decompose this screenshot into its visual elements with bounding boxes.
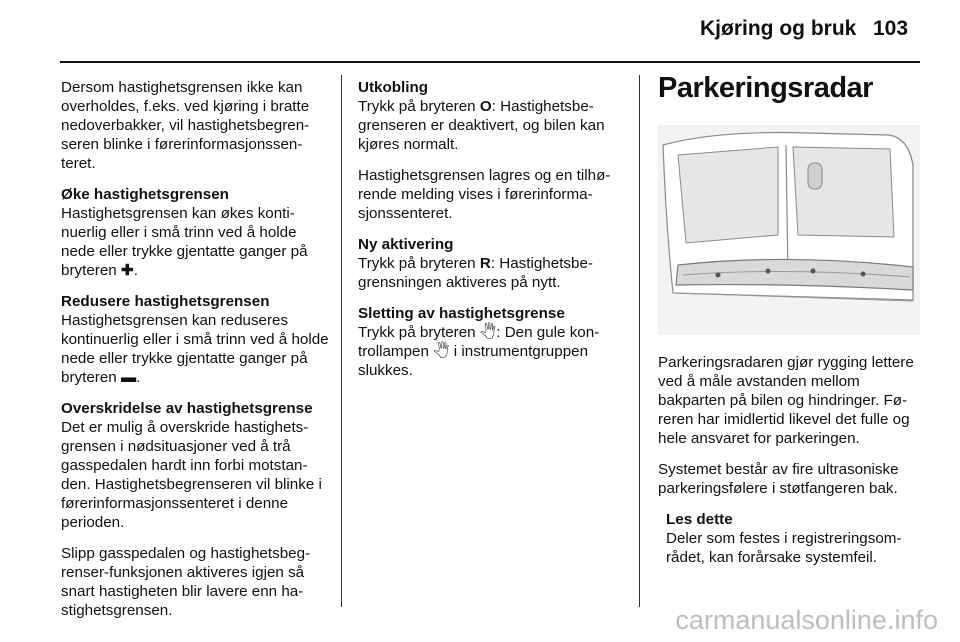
reactivate-text-post: : Hastighetsbegrensningen aktiveres på nytt. bbox=[358, 255, 593, 291]
section-exceed-limit bbox=[61, 399, 329, 532]
off-switch-icon: O bbox=[479, 98, 492, 115]
column-divider-2 bbox=[639, 75, 640, 607]
section-reduce-limit: Redusere hastighetsgrensen Hastighetsgrensen kan reduseres kontinuerlig eller i små trinn ved å holde nede eller trykke gjentatte ganger på bryteren ▬. bbox=[61, 293, 329, 386]
reduce-limit-text: Hastighetsgrensen kan reduseres kontinuerlig eller i små trinn ved å holde nede eller trykke gjentatte ganger på bryteren bbox=[61, 312, 329, 386]
van-rear-drawing bbox=[658, 125, 920, 335]
exceed-limit-text: Det er mulig å overskride hastighetsgrensen i nødsituasjoner ved å trå gasspedalen hardt inn forbi motstanden. Hastighetsbegrenseren vil blinke i førerinformasjonssenteret i denne perioden. bbox=[61, 419, 322, 531]
delete-text-post: i instrumentgruppen slukkes. bbox=[358, 343, 589, 379]
watermark: carmanualsonline.info bbox=[675, 605, 938, 635]
section-reactivate bbox=[358, 235, 630, 292]
note-text: Deler som festes i registreringsområdet, kan forårsake systemfeil. bbox=[666, 530, 902, 566]
speed-limiter-icon: 🖑 bbox=[479, 324, 497, 341]
increase-limit-text: Hastighetsgrensen kan økes kontinuerlig eller i små trinn ved å holde nede eller trykke gjentatte ganger på bryteren bbox=[61, 205, 308, 279]
plus-icon: ✚ bbox=[120, 262, 134, 279]
heading-exceed-limit: Overskridelse av hastighetsgrense bbox=[61, 400, 313, 417]
section-increase-limit: Øke hastighetsgrensen Hastighetsgrensen kan økes kontinuerlig eller i små trinn ved å holde nede eller trykke gjentatte ganger på bryteren ✚. bbox=[61, 185, 329, 280]
note-heading: Les dette bbox=[666, 511, 733, 528]
section-delete-limit bbox=[358, 304, 630, 380]
resume-switch-icon: R bbox=[479, 255, 491, 272]
column-1 bbox=[61, 78, 329, 632]
column-2 bbox=[358, 78, 630, 392]
column-3-text bbox=[658, 353, 926, 567]
note-box bbox=[666, 510, 926, 567]
stored-limit-paragraph: Hastighetsgrensen lagres og en tilhørende melding vises i førerinformasjonssenteret. bbox=[358, 167, 611, 222]
section-title-parking-radar: Parkeringsradar bbox=[658, 72, 873, 104]
running-header-title: Kjøring og bruk bbox=[700, 17, 857, 40]
intro-paragraph: Dersom hastighetsgrensen ikke kan overholdes, f.eks. ved kjøring i bratte nedoverbakker, vil hastighetsbegrenseren blinke i førerinformasjonssenteret. bbox=[61, 79, 310, 172]
reactivate-text-pre: Trykk på bryteren bbox=[358, 255, 476, 272]
delete-text-pre: Trykk på bryteren bbox=[358, 324, 476, 341]
header-rule bbox=[60, 61, 920, 63]
section-deactivate bbox=[358, 78, 630, 154]
heading-deactivate: Utkobling bbox=[358, 79, 429, 96]
deactivate-text-pre: Trykk på bryteren bbox=[358, 98, 476, 115]
heading-reactivate: Ny aktivering bbox=[358, 236, 454, 253]
parking-radar-intro: Parkeringsradaren gjør rygging lettere ved å måle avstanden mellom bakparten på bilen og hindringer. Føreren har imidlertid likevel det fulle og hele ansvaret for parkeringen. bbox=[658, 354, 914, 447]
column-divider-1 bbox=[341, 75, 342, 607]
heading-increase-limit: Øke hastighetsgrensen bbox=[61, 186, 229, 203]
parking-sensors-paragraph: Systemet består av fire ultrasoniske parkeringsfølere i støtfangeren bak. bbox=[658, 461, 899, 497]
page-number: 103 bbox=[873, 17, 909, 40]
speed-limiter-lamp-icon: 🖑 bbox=[433, 343, 450, 360]
minus-icon: ▬ bbox=[120, 369, 137, 386]
heading-reduce-limit: Redusere hastighetsgrensen bbox=[61, 293, 270, 310]
van-rear-illustration bbox=[658, 125, 920, 335]
delete-text-mid: : Den gule kontrollampen bbox=[358, 324, 600, 360]
deactivate-text-post: : Hastighetsbegrenseren er deaktivert, og bilen kan kjøres normalt. bbox=[358, 98, 605, 153]
release-pedal-paragraph: Slipp gasspedalen og hastighetsbegrenser-funksjonen aktiveres igjen så snart hastigheten blir lavere enn hastighetsgrensen. bbox=[61, 545, 311, 619]
heading-delete-limit: Sletting av hastighetsgrense bbox=[358, 305, 565, 322]
